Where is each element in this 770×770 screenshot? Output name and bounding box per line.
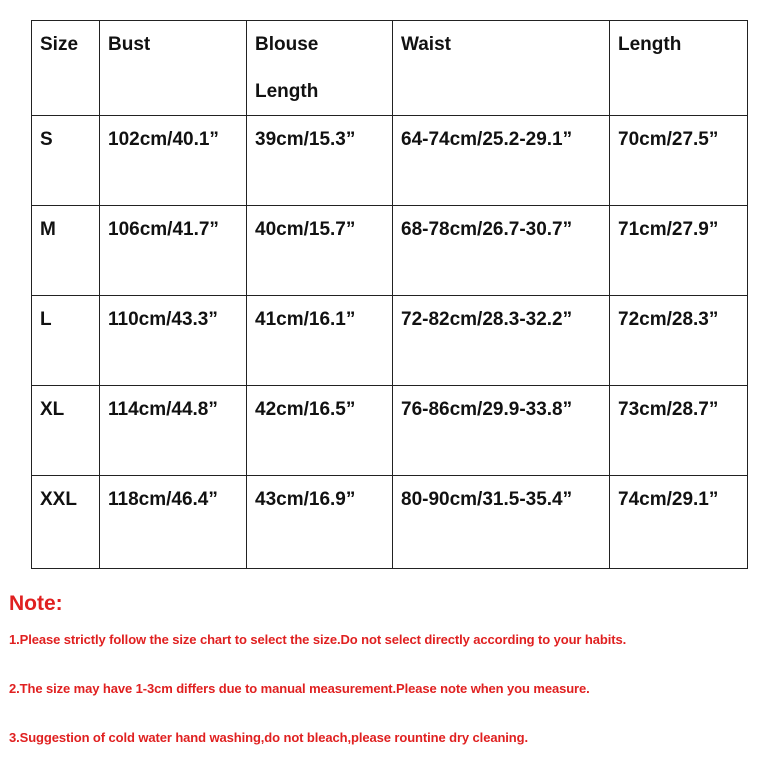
cell-waist: 80-90cm/31.5-35.4”	[393, 476, 610, 569]
cell-bust: 110cm/43.3”	[100, 296, 247, 386]
cell-length: 74cm/29.1”	[610, 476, 748, 569]
cell-size: S	[32, 116, 100, 206]
table-row	[32, 296, 748, 386]
note-title: Note:	[9, 592, 63, 615]
note-line-2: 2.The size may have 1-3cm differs due to manual measurement.Please note when you measure.	[9, 681, 590, 696]
header-blouse-length-line-1: Blouse	[255, 34, 319, 55]
cell-waist: 68-78cm/26.7-30.7”	[393, 206, 610, 296]
cell-size: M	[32, 206, 100, 296]
table-row	[32, 116, 748, 206]
cell-size: XL	[32, 386, 100, 476]
table-row	[32, 476, 748, 569]
table-header-row	[32, 21, 748, 116]
cell-bust: 102cm/40.1”	[100, 116, 247, 206]
cell-bust: 118cm/46.4”	[100, 476, 247, 569]
cell-length: 72cm/28.3”	[610, 296, 748, 386]
cell-size: XXL	[32, 476, 100, 569]
note-line-1: 1.Please strictly follow the size chart to select the size.Do not select directly according to your habits.	[9, 632, 627, 647]
cell-length: 71cm/27.9”	[610, 206, 748, 296]
cell-blouse-length: 43cm/16.9”	[247, 476, 393, 569]
header-blouse-length-line-2: Length	[255, 81, 319, 102]
cell-length: 73cm/28.7”	[610, 386, 748, 476]
header-blouse-length	[247, 21, 393, 116]
header-bust: Bust	[100, 21, 247, 116]
cell-length: 70cm/27.5”	[610, 116, 748, 206]
cell-waist: 64-74cm/25.2-29.1”	[393, 116, 610, 206]
header-size: Size	[32, 21, 100, 116]
cell-blouse-length: 42cm/16.5”	[247, 386, 393, 476]
note-line-3: 3.Suggestion of cold water hand washing,do not bleach,please rountine dry cleaning.	[9, 730, 528, 745]
cell-waist: 72-82cm/28.3-32.2”	[393, 296, 610, 386]
cell-blouse-length: 39cm/15.3”	[247, 116, 393, 206]
cell-blouse-length: 40cm/15.7”	[247, 206, 393, 296]
table-row	[32, 386, 748, 476]
header-waist: Waist	[393, 21, 610, 116]
table-row	[32, 206, 748, 296]
header-length: Length	[610, 21, 748, 116]
cell-size: L	[32, 296, 100, 386]
cell-blouse-length: 41cm/16.1”	[247, 296, 393, 386]
size-chart-table	[31, 20, 748, 569]
cell-bust: 114cm/44.8”	[100, 386, 247, 476]
cell-bust: 106cm/41.7”	[100, 206, 247, 296]
cell-waist: 76-86cm/29.9-33.8”	[393, 386, 610, 476]
